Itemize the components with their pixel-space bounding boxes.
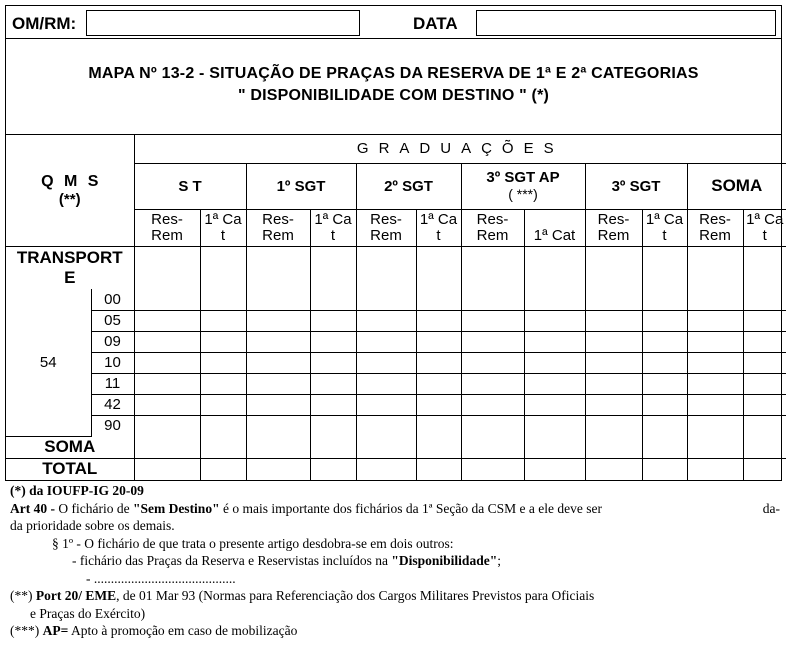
- table-cell[interactable]: [416, 331, 461, 352]
- table-cell[interactable]: [310, 246, 356, 289]
- table-cell[interactable]: [524, 458, 585, 480]
- table-cell[interactable]: [585, 289, 642, 310]
- qms-code-row: [6, 352, 786, 373]
- table-cell[interactable]: [642, 352, 687, 373]
- table-cell[interactable]: [687, 458, 743, 480]
- qms-code: 42: [91, 394, 134, 415]
- rank-header: 2º SGT: [356, 163, 461, 209]
- table-cell[interactable]: [134, 458, 200, 480]
- table-cell[interactable]: [246, 458, 310, 480]
- table-cell[interactable]: [310, 352, 356, 373]
- table-cell[interactable]: [524, 246, 585, 289]
- table-cell[interactable]: [585, 394, 642, 415]
- note-ioufp: (*) da IOUFP-IG 20-09: [10, 483, 144, 498]
- table-cell[interactable]: [246, 352, 310, 373]
- note-port20: (**) Port 20/ EME, de 01 Mar 93 (Normas para Referenciação dos Cargos Militares Previstos para Oficiais: [10, 588, 595, 603]
- table-cell[interactable]: [246, 289, 310, 310]
- table-cell[interactable]: [687, 352, 743, 373]
- table-cell[interactable]: [461, 331, 524, 352]
- hyphen-fragment: da-: [762, 500, 780, 516]
- table-cell[interactable]: [461, 436, 524, 458]
- table-cell[interactable]: [743, 352, 786, 373]
- note-paragraph-1: § 1º - O fichário de que trata o presente artigo desdobra-se em dois outros:: [52, 535, 454, 551]
- om-rm-field[interactable]: [86, 10, 360, 36]
- table-cell[interactable]: [743, 415, 786, 436]
- transport-label: TRANSPORT E: [6, 246, 134, 289]
- table-cell[interactable]: [310, 331, 356, 352]
- situation-table: [6, 135, 786, 480]
- table-cell[interactable]: [356, 289, 416, 310]
- rank-header: SOMA: [687, 163, 786, 209]
- om-rm-label: OM/RM:: [12, 14, 77, 33]
- table-cell[interactable]: [356, 331, 416, 352]
- table-cell[interactable]: [134, 415, 200, 436]
- table-cell[interactable]: [585, 352, 642, 373]
- table-cell[interactable]: [356, 352, 416, 373]
- table-cell[interactable]: [134, 310, 200, 331]
- table-cell[interactable]: [310, 310, 356, 331]
- table-cell[interactable]: [416, 352, 461, 373]
- form-title-line1: MAPA Nº 13-2 - SITUAÇÃO DE PRAÇAS DA RESERVA DE 1ª E 2ª CATEGORIAS: [88, 65, 699, 82]
- table-cell[interactable]: [743, 458, 786, 480]
- table-cell[interactable]: [134, 246, 200, 289]
- table-cell[interactable]: [310, 458, 356, 480]
- table-cell[interactable]: [642, 310, 687, 331]
- table-cell[interactable]: [416, 289, 461, 310]
- table-cell[interactable]: [642, 436, 687, 458]
- note-art40: Art 40 - O fichário de "Sem Destino" é o mais importante dos fichários da 1ª Seção da CSM e a ele deve ser da-: [10, 500, 780, 516]
- table-cell[interactable]: [200, 331, 246, 352]
- table-cell[interactable]: [246, 246, 310, 289]
- table-cell[interactable]: [461, 289, 524, 310]
- table-cell[interactable]: [642, 289, 687, 310]
- table-cell[interactable]: [461, 458, 524, 480]
- table-cell[interactable]: [246, 310, 310, 331]
- qms-header: [6, 135, 134, 246]
- table-cell[interactable]: [461, 415, 524, 436]
- table-cell[interactable]: [356, 415, 416, 436]
- table-cell[interactable]: [310, 373, 356, 394]
- table-cell[interactable]: [642, 415, 687, 436]
- table-cell[interactable]: [416, 373, 461, 394]
- table-cell[interactable]: [200, 394, 246, 415]
- transport-row: [6, 246, 786, 289]
- table-cell[interactable]: [246, 415, 310, 436]
- table-cell[interactable]: [687, 289, 743, 310]
- table-cell[interactable]: [585, 246, 642, 289]
- title-block: [6, 39, 781, 135]
- table-cell[interactable]: [416, 436, 461, 458]
- qms-code-row: [6, 331, 786, 352]
- table-cell[interactable]: [416, 394, 461, 415]
- qms-label: Q M S: [41, 172, 99, 190]
- soma-row: [6, 436, 786, 458]
- data-label: DATA: [413, 14, 458, 33]
- table-cell[interactable]: [310, 394, 356, 415]
- table-cell[interactable]: [416, 458, 461, 480]
- table-cell[interactable]: [687, 373, 743, 394]
- table-cell[interactable]: [200, 373, 246, 394]
- table-cell[interactable]: [356, 373, 416, 394]
- table-cell[interactable]: [134, 373, 200, 394]
- table-cell[interactable]: [687, 394, 743, 415]
- table-cell[interactable]: [134, 331, 200, 352]
- rank-header: S T: [134, 163, 246, 209]
- table-cell[interactable]: [524, 331, 585, 352]
- table-cell[interactable]: [524, 436, 585, 458]
- table-cell[interactable]: [585, 436, 642, 458]
- soma-label: SOMA: [6, 436, 134, 458]
- res-rem-header: Res- Rem: [356, 209, 416, 246]
- table-cell[interactable]: [416, 415, 461, 436]
- table-cell[interactable]: [642, 373, 687, 394]
- qms-group-label: 54: [6, 289, 91, 436]
- table-cell[interactable]: [743, 331, 786, 352]
- qms-code: 10: [91, 352, 134, 373]
- qms-code-row: [6, 373, 786, 394]
- rank-header: 3º SGT AP ( ***): [461, 163, 585, 209]
- table-cell[interactable]: [743, 246, 786, 289]
- table-cell[interactable]: [356, 394, 416, 415]
- note-port20-cont: e Praças do Exército): [30, 605, 146, 621]
- table-cell[interactable]: [743, 373, 786, 394]
- qms-note: (**): [58, 190, 81, 208]
- table-cell[interactable]: [461, 352, 524, 373]
- res-rem-header: Res- Rem: [134, 209, 200, 246]
- table-cell[interactable]: [356, 310, 416, 331]
- table-cell[interactable]: [524, 310, 585, 331]
- table-cell[interactable]: [743, 436, 786, 458]
- table-cell[interactable]: [743, 310, 786, 331]
- table-cell[interactable]: [310, 289, 356, 310]
- form-header: [6, 6, 781, 39]
- qms-code-rows: [6, 289, 786, 436]
- table-cell[interactable]: [461, 310, 524, 331]
- res-rem-header: Res- Rem: [687, 209, 743, 246]
- table-cell[interactable]: [687, 415, 743, 436]
- res-rem-header: Res- Rem: [246, 209, 310, 246]
- table-cell[interactable]: [524, 352, 585, 373]
- graduacoes-header: GRADUAÇÕES: [134, 135, 786, 163]
- qms-code-row: [6, 415, 786, 436]
- table-cell[interactable]: [585, 373, 642, 394]
- table-cell[interactable]: [200, 436, 246, 458]
- table-cell[interactable]: [585, 415, 642, 436]
- qms-code: 05: [91, 310, 134, 331]
- qms-code: 00: [91, 289, 134, 310]
- cat1-header: 1ª Cat: [524, 209, 585, 246]
- table-cell[interactable]: [200, 458, 246, 480]
- cat1-header: 1ª Ca t: [743, 209, 786, 246]
- table-cell[interactable]: [524, 394, 585, 415]
- table-cell[interactable]: [461, 246, 524, 289]
- table-cell[interactable]: [134, 436, 200, 458]
- table-cell[interactable]: [642, 394, 687, 415]
- cat1-header: 1ª Ca t: [642, 209, 687, 246]
- table-cell[interactable]: [461, 373, 524, 394]
- table-cell[interactable]: [200, 310, 246, 331]
- note-item-2: - ..........................................: [86, 570, 236, 586]
- table-cell[interactable]: [246, 436, 310, 458]
- table-cell[interactable]: [356, 436, 416, 458]
- note-item-1: - fichário das Praças da Reserva e Reservistas incluídos na "Disponibilidade";: [72, 553, 501, 568]
- table-cell[interactable]: [642, 246, 687, 289]
- table-cell[interactable]: [246, 373, 310, 394]
- table-cell[interactable]: [687, 246, 743, 289]
- qms-code-row: [6, 310, 786, 331]
- table-cell[interactable]: [585, 458, 642, 480]
- table-cell[interactable]: [687, 436, 743, 458]
- table-cell[interactable]: [310, 415, 356, 436]
- table-cell[interactable]: [200, 352, 246, 373]
- form-title-line2: " DISPONIBILIDADE COM DESTINO " (*): [237, 87, 550, 104]
- res-rem-header: Res- Rem: [585, 209, 642, 246]
- table-cell[interactable]: [524, 373, 585, 394]
- note-art40-cont: da prioridade sobre os demais.: [10, 518, 175, 533]
- table-cell[interactable]: [416, 246, 461, 289]
- table-cell[interactable]: [461, 394, 524, 415]
- footnotes: [10, 482, 780, 640]
- table-cell[interactable]: [310, 436, 356, 458]
- total-row: [6, 458, 786, 480]
- qms-code: 09: [91, 331, 134, 352]
- table-cell[interactable]: [642, 331, 687, 352]
- table-cell[interactable]: [200, 246, 246, 289]
- table-cell[interactable]: [585, 331, 642, 352]
- table-cell[interactable]: [416, 310, 461, 331]
- table-cell[interactable]: [246, 331, 310, 352]
- table-cell[interactable]: [524, 415, 585, 436]
- rank-header: 1º SGT: [246, 163, 356, 209]
- table-cell[interactable]: [200, 415, 246, 436]
- form-sheet: [5, 5, 782, 481]
- qms-code: 90: [91, 415, 134, 436]
- table-cell[interactable]: [134, 289, 200, 310]
- res-rem-header: Res- Rem: [461, 209, 524, 246]
- table-cell[interactable]: [743, 289, 786, 310]
- total-label: TOTAL: [6, 458, 134, 480]
- table-cell[interactable]: [642, 458, 687, 480]
- qms-code: 11: [91, 373, 134, 394]
- table-cell[interactable]: [246, 394, 310, 415]
- table-cell[interactable]: [524, 289, 585, 310]
- data-field[interactable]: [476, 10, 776, 36]
- table-cell[interactable]: [134, 394, 200, 415]
- cat1-header: 1ª Ca t: [310, 209, 356, 246]
- qms-code-row: [6, 289, 786, 310]
- table-cell[interactable]: [585, 310, 642, 331]
- table-cell[interactable]: [687, 310, 743, 331]
- table-cell[interactable]: [200, 289, 246, 310]
- qms-code-row: [6, 394, 786, 415]
- table-cell[interactable]: [134, 352, 200, 373]
- table-cell[interactable]: [356, 458, 416, 480]
- note-ap: (***) AP= Apto à promoção em caso de mobilização: [10, 623, 298, 638]
- rank-header: 3º SGT: [585, 163, 687, 209]
- cat1-header: 1ª Ca t: [200, 209, 246, 246]
- cat1-header: 1ª Ca t: [416, 209, 461, 246]
- table-cell[interactable]: [743, 394, 786, 415]
- table-cell[interactable]: [687, 331, 743, 352]
- table-cell[interactable]: [356, 246, 416, 289]
